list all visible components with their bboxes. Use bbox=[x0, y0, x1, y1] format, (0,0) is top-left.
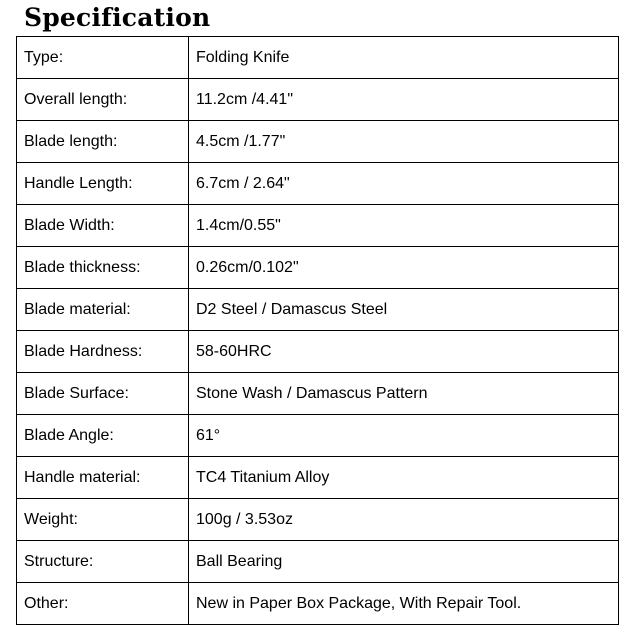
spec-value: 4.5cm /1.77" bbox=[189, 121, 619, 163]
spec-label: Blade Hardness: bbox=[17, 331, 189, 373]
spec-value: New in Paper Box Package, With Repair Tool. bbox=[189, 583, 619, 625]
spec-value: 1.4cm/0.55" bbox=[189, 205, 619, 247]
spec-value: D2 Steel / Damascus Steel bbox=[189, 289, 619, 331]
spec-label: Overall length: bbox=[17, 79, 189, 121]
spec-value: Stone Wash / Damascus Pattern bbox=[189, 373, 619, 415]
spec-label: Handle material: bbox=[17, 457, 189, 499]
spec-row-structure bbox=[17, 541, 619, 583]
spec-label: Blade Width: bbox=[17, 205, 189, 247]
spec-label: Weight: bbox=[17, 499, 189, 541]
spec-value: 6.7cm / 2.64" bbox=[189, 163, 619, 205]
spec-row-weight bbox=[17, 499, 619, 541]
spec-label: Handle Length: bbox=[17, 163, 189, 205]
page-title: Specification bbox=[24, 3, 211, 32]
spec-table bbox=[16, 36, 619, 625]
spec-value: 0.26cm/0.102" bbox=[189, 247, 619, 289]
spec-row-blade-thickness bbox=[17, 247, 619, 289]
spec-value: Folding Knife bbox=[189, 37, 619, 79]
spec-row-handle-length bbox=[17, 163, 619, 205]
spec-value: 11.2cm /4.41" bbox=[189, 79, 619, 121]
spec-value: TC4 Titanium Alloy bbox=[189, 457, 619, 499]
spec-row-blade-surface bbox=[17, 373, 619, 415]
spec-label: Other: bbox=[17, 583, 189, 625]
spec-row-blade-hardness bbox=[17, 331, 619, 373]
spec-row-handle-material bbox=[17, 457, 619, 499]
spec-value: 100g / 3.53oz bbox=[189, 499, 619, 541]
spec-label: Structure: bbox=[17, 541, 189, 583]
spec-row-overall-length bbox=[17, 79, 619, 121]
spec-row-blade-length bbox=[17, 121, 619, 163]
spec-label: Blade Angle: bbox=[17, 415, 189, 457]
spec-row-blade-material bbox=[17, 289, 619, 331]
spec-label: Type: bbox=[17, 37, 189, 79]
spec-value: Ball Bearing bbox=[189, 541, 619, 583]
spec-label: Blade Surface: bbox=[17, 373, 189, 415]
spec-label: Blade material: bbox=[17, 289, 189, 331]
spec-row-blade-width bbox=[17, 205, 619, 247]
spec-row-blade-angle bbox=[17, 415, 619, 457]
spec-row-other bbox=[17, 583, 619, 625]
spec-label: Blade length: bbox=[17, 121, 189, 163]
spec-label: Blade thickness: bbox=[17, 247, 189, 289]
spec-value: 61° bbox=[189, 415, 619, 457]
spec-value: 58-60HRC bbox=[189, 331, 619, 373]
spec-row-type bbox=[17, 37, 619, 79]
